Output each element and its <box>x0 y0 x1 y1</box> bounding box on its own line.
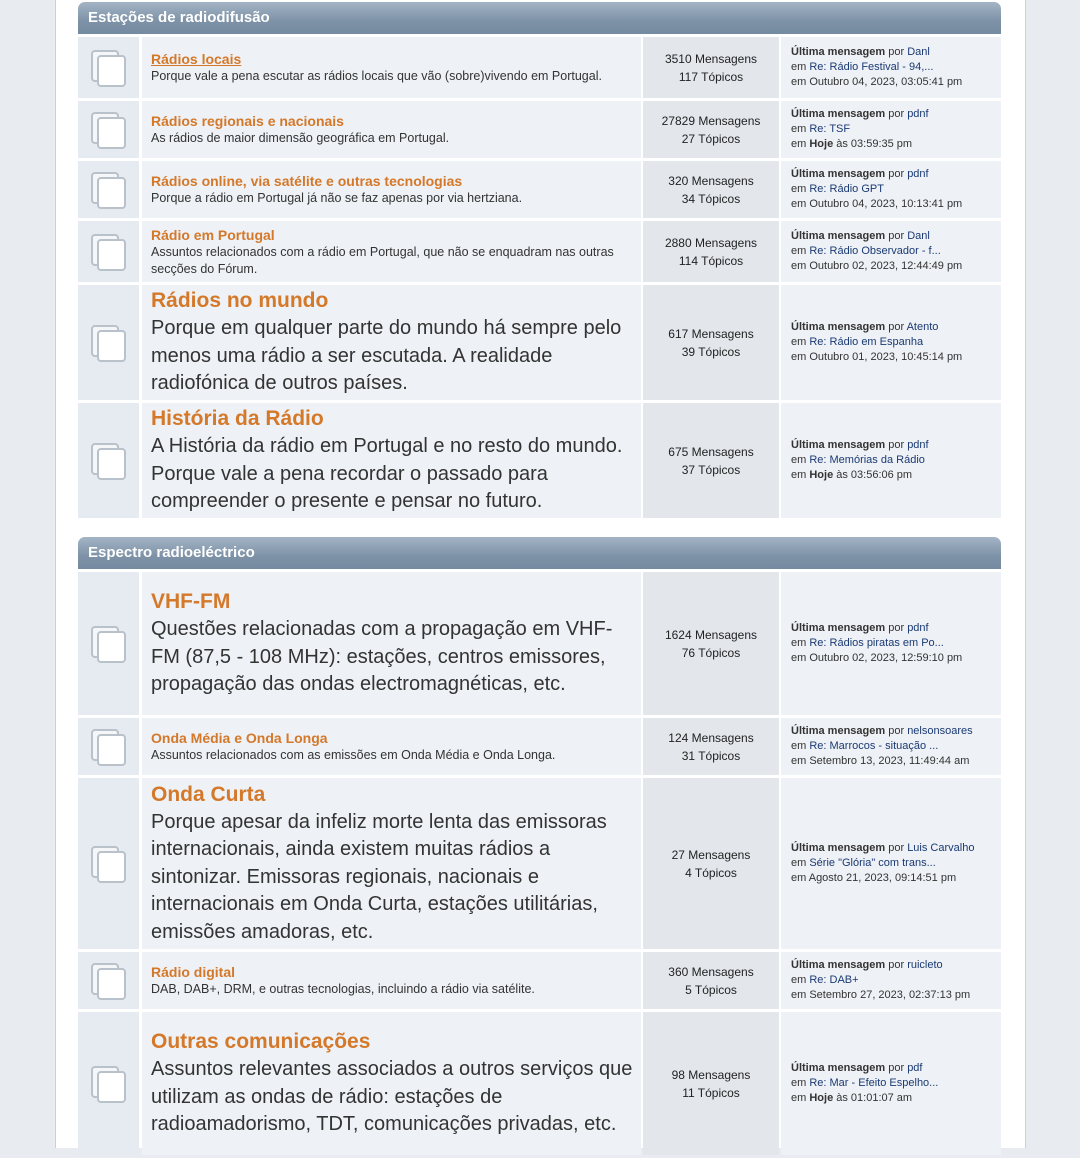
board-link[interactable]: Onda Média e Onda Longa <box>151 730 328 746</box>
topics-count: 5 Tópicos <box>685 982 737 997</box>
board-description: Porque vale a pena escutar as rádios locais que vão (sobre)vivendo em Portugal. <box>151 69 602 83</box>
topics-count: 4 Tópicos <box>685 865 737 880</box>
last-post-label: Última mensagem <box>791 321 886 333</box>
last-post-label: Última mensagem <box>791 230 886 242</box>
board-link[interactable]: Outras comunicações <box>151 1030 371 1054</box>
board-description: Assuntos relacionados com as emissões em Onda Média e Onda Longa. <box>151 748 556 762</box>
topics-count: 114 Tópicos <box>678 253 744 268</box>
author-link[interactable]: pdf <box>907 1062 923 1074</box>
last-post-date: em Setembro 27, 2023, 02:37:13 pm <box>791 989 971 1001</box>
thread-link[interactable]: Re: Mar - Efeito Espelho... <box>809 1077 939 1089</box>
board-row: Rádios locais Porque vale a pena escutar as rádios locais que vão (sobre)vivendo em Portugal. 3510 Mensagens 117 Tópicos Última mensagem por Danl em Re: Rádio Festival - 94,... em Outubro 04, 2023, 03:05:41 pm <box>78 37 1001 98</box>
last-post-label: Última mensagem <box>791 959 886 971</box>
board-description: As rádios de maior dimensão geográfica em Portugal. <box>151 131 450 145</box>
thread-link[interactable]: Re: Rádio Festival - 94,... <box>809 61 934 73</box>
author-link[interactable]: pdnf <box>907 439 929 451</box>
board-row: Rádio digital DAB, DAB+, DRM, e outras tecnologias, incluindo a rádio via satélite. 360 Mensagens 5 Tópicos Última mensagem por ruicleto em Re: DAB+ em Setembro 27, 2023, 02:37:13 pm <box>78 952 1001 1009</box>
author-link[interactable]: Luis Carvalho <box>907 842 975 854</box>
board-icon <box>78 718 139 775</box>
board-row: Onda Curta Porque apesar da infeliz morte lenta das emissoras internacionais, ainda existem muitas rádios a sintonizar. Emissoras regionais, nacionais e internacionais em Onda Curta, estações utilitárias, emissões amadoras, etc. 27 Mensagens 4 Tópicos Última mensagem por Luis Carvalho em Série "Glória" com trans... em Agosto 21, 2023, 09:14:51 pm <box>78 778 1001 949</box>
board-icon <box>78 572 139 715</box>
board-icon <box>78 285 139 400</box>
board-link[interactable]: Rádios online, via satélite e outras tecnologias <box>151 173 463 189</box>
posts-count: 1624 Mensagens <box>664 627 758 642</box>
thread-link[interactable]: Re: Memórias da Rádio <box>809 454 925 466</box>
topics-count: 117 Tópicos <box>678 69 744 84</box>
last-post-label: Última mensagem <box>791 622 886 634</box>
posts-count: 27829 Mensagens <box>661 113 761 128</box>
last-post-label: Última mensagem <box>791 439 886 451</box>
last-post-label: Última mensagem <box>791 1062 886 1074</box>
last-post-date: em Agosto 21, 2023, 09:14:51 pm <box>791 872 957 884</box>
posts-count: 320 Mensagens <box>668 173 754 188</box>
thread-link[interactable]: Série "Glória" com trans... <box>809 857 936 869</box>
last-post-date: em Hoje às 01:01:07 am <box>791 1092 913 1104</box>
author-link[interactable]: pdnf <box>907 168 929 180</box>
board-row: Onda Média e Onda Longa Assuntos relacionados com as emissões em Onda Média e Onda Longa. 124 Mensagens 31 Tópicos Última mensagem por nelsonsoares em Re: Marrocos - situação ... em Setembro 13, 2023, 11:49:44 am <box>78 718 1001 775</box>
author-link[interactable]: nelsonsoares <box>907 725 973 737</box>
board-link[interactable]: História da Rádio <box>151 407 324 431</box>
author-link[interactable]: ruicleto <box>907 959 943 971</box>
thread-link[interactable]: Re: Marrocos - situação ... <box>809 740 939 752</box>
board-row: VHF-FM Questões relacionadas com a propagação em VHF-FM (87,5 - 108 MHz): estações, centros emissores, propagação das ondas electromagnéticas, etc. 1624 Mensagens 76 Tópicos Última mensagem por pdnf em Re: Rádios piratas em Po... em Outubro 02, 2023, 12:59:10 pm <box>78 572 1001 715</box>
board-icon <box>78 37 139 98</box>
board-icon <box>78 221 139 282</box>
last-post-date: em Outubro 02, 2023, 12:59:10 pm <box>791 652 963 664</box>
board-link[interactable]: Rádio em Portugal <box>151 226 275 243</box>
board-link[interactable]: Rádios locais <box>151 51 242 67</box>
topics-count: 37 Tópicos <box>681 462 741 477</box>
posts-count: 675 Mensagens <box>668 444 754 459</box>
board-link[interactable]: VHF-FM <box>151 590 231 614</box>
thread-link[interactable]: Re: Rádios piratas em Po... <box>809 637 944 649</box>
board-link[interactable]: Rádios regionais e nacionais <box>151 113 344 129</box>
board-icon <box>78 952 139 1009</box>
board-row: Rádio em Portugal Assuntos relacionados com a rádio em Portugal, que não se enquadram nas outras secções do Fórum. 2880 Mensagens 114 Tópicos Última mensagem por Danl em Re: Rádio Observador - f... em Outubro 02, 2023, 12:44:49 pm <box>78 221 1001 282</box>
posts-count: 27 Mensagens <box>671 847 751 862</box>
thread-link[interactable]: Re: DAB+ <box>809 974 859 986</box>
last-post-date: em Hoje às 03:56:06 pm <box>791 469 913 481</box>
board-description: Porque em qualquer parte do mundo há sempre pelo menos uma rádio a ser escutada. A realidade radiofónica de outros países. <box>151 317 622 395</box>
topics-count: 27 Tópicos <box>681 131 741 146</box>
last-post-date: em Outubro 01, 2023, 10:45:14 pm <box>791 351 963 363</box>
posts-count: 124 Mensagens <box>668 730 754 745</box>
last-post-date: em Outubro 04, 2023, 10:13:41 pm <box>791 198 963 210</box>
board-row: Rádios regionais e nacionais As rádios de maior dimensão geográfica em Portugal. 27829 Mensagens 27 Tópicos Última mensagem por pdnf em Re: TSF em Hoje às 03:59:35 pm <box>78 101 1001 158</box>
board-row: Outras comunicações Assuntos relevantes associados a outros serviços que utilizam as ondas de rádio: estações de radioamadorismo, TDT, comunicações privadas, etc. 98 Mensagens 11 Tópicos Última mensagem por pdf em Re: Mar - Efeito Espelho... em Hoje às 01:01:07 am <box>78 1012 1001 1155</box>
board-link[interactable]: Rádios no mundo <box>151 289 329 313</box>
author-link[interactable]: Danl <box>907 230 930 242</box>
board-icon <box>78 1012 139 1155</box>
last-post-date: em Outubro 04, 2023, 03:05:41 pm <box>791 76 963 88</box>
last-post-label: Última mensagem <box>791 108 886 120</box>
board-icon <box>78 778 139 949</box>
board-description: Assuntos relevantes associados a outros serviços que utilizam as ondas de rádio: estações de radioamadorismo, TDT, comunicações privadas, etc. <box>151 1058 633 1136</box>
last-post-label: Última mensagem <box>791 168 886 180</box>
board-link[interactable]: Onda Curta <box>151 782 266 806</box>
board-description: A História da rádio em Portugal e no resto do mundo. Porque vale a pena recordar o passado para compreender o presente e pensar no futuro. <box>151 435 623 513</box>
author-link[interactable]: Danl <box>907 46 930 58</box>
board-icon <box>78 101 139 158</box>
last-post-date: em Setembro 13, 2023, 11:49:44 am <box>791 755 970 767</box>
thread-link[interactable]: Re: TSF <box>809 123 851 135</box>
board-icon <box>78 403 139 518</box>
last-post-label: Última mensagem <box>791 842 886 854</box>
board-row: Rádios no mundo Porque em qualquer parte do mundo há sempre pelo menos uma rádio a ser escutada. A realidade radiofónica de outros países. 617 Mensagens 39 Tópicos Última mensagem por Atento em Re: Rádio em Espanha em Outubro 01, 2023, 10:45:14 pm <box>78 285 1001 400</box>
thread-link[interactable]: Re: Rádio GPT <box>809 183 884 195</box>
posts-count: 98 Mensagens <box>671 1067 751 1082</box>
author-link[interactable]: Atento <box>906 321 939 333</box>
last-post-date: em Outubro 02, 2023, 12:44:49 pm <box>791 260 963 272</box>
last-post-label: Última mensagem <box>791 46 886 58</box>
board-description: DAB, DAB+, DRM, e outras tecnologias, incluindo a rádio via satélite. <box>151 982 535 996</box>
board-description: Porque a rádio em Portugal já não se faz apenas por via hertziana. <box>151 191 523 205</box>
author-link[interactable]: pdnf <box>907 622 929 634</box>
board-description: Assuntos relacionados com a rádio em Portugal, que não se enquadram nas outras secções do Fórum. <box>151 244 614 276</box>
author-link[interactable]: pdnf <box>907 108 929 120</box>
board-icon <box>78 161 139 218</box>
board-row: História da Rádio A História da rádio em Portugal e no resto do mundo. Porque vale a pena recordar o passado para compreender o presente e pensar no futuro. 675 Mensagens 37 Tópicos Última mensagem por pdnf em Re: Memórias da Rádio em Hoje às 03:56:06 pm <box>78 403 1001 518</box>
last-post-label: Última mensagem <box>791 725 886 737</box>
last-post-date: em Hoje às 03:59:35 pm <box>791 138 913 150</box>
board-description: Porque apesar da infeliz morte lenta das emissoras internacionais, ainda existem muitas rádios a sintonizar. Emissoras regionais, nacionais e internacionais em Onda Curta, estações utilitárias, emissões amadoras, etc. <box>151 810 607 943</box>
thread-link[interactable]: Re: Rádio em Espanha <box>809 336 924 348</box>
board-link[interactable]: Rádio digital <box>151 964 235 980</box>
topics-count: 11 Tópicos <box>682 1085 740 1100</box>
posts-count: 617 Mensagens <box>668 326 754 341</box>
posts-count: 2880 Mensagens <box>664 235 758 250</box>
posts-count: 360 Mensagens <box>668 964 754 979</box>
category-title[interactable]: Estações de radiodifusão <box>78 2 1001 34</box>
topics-count: 31 Tópicos <box>681 748 741 763</box>
thread-link[interactable]: Re: Rádio Observador - f... <box>809 245 941 257</box>
topics-count: 39 Tópicos <box>681 344 741 359</box>
category-title[interactable]: Espectro radioeléctrico <box>78 537 1001 569</box>
category-estacoes <box>78 2 1001 521</box>
board-description: Questões relacionadas com a propagação em VHF-FM (87,5 - 108 MHz): estações, centros emissores, propagação das ondas electromagnéticas, etc. <box>151 618 613 696</box>
board-row: Rádios online, via satélite e outras tecnologias Porque a rádio em Portugal já não se faz apenas por via hertziana. 320 Mensagens 34 Tópicos Última mensagem por pdnf em Re: Rádio GPT em Outubro 04, 2023, 10:13:41 pm <box>78 161 1001 218</box>
topics-count: 76 Tópicos <box>681 645 741 660</box>
topics-count: 34 Tópicos <box>681 191 741 206</box>
posts-count: 3510 Mensagens <box>664 51 758 66</box>
category-espectro <box>78 537 1001 1158</box>
